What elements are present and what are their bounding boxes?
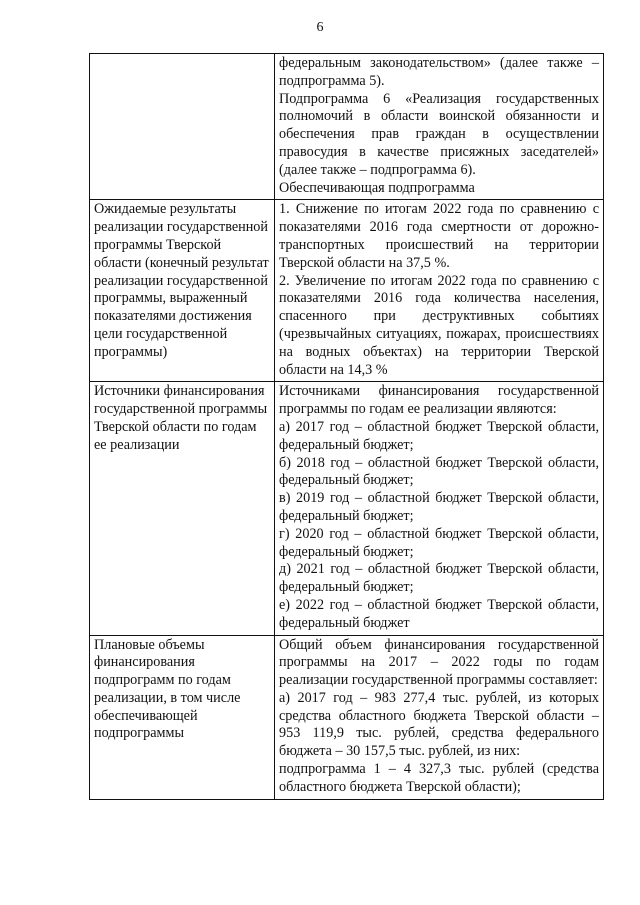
support-subprogram-text: Обеспечивающая подпрограмма xyxy=(279,179,475,196)
expected-results-label: Ожидаемые результаты реализации государственной программы Тверской области (конечный результат реализации государственной программы, выраженный показателями достижения цели государственной программы) xyxy=(94,201,269,360)
table-row-content xyxy=(275,382,604,635)
subprogram-6-text: Подпрограмма 6 «Реализация государственных полномочий в области воинской обязанности и обеспечения прав граждан в осуществлении правосудия в качестве присяжных заседателей» (далее также – подпрограмма 6). xyxy=(279,90,599,178)
funding-source-2019: в) 2019 год – областной бюджет Тверской области, федеральный бюджет; xyxy=(279,490,599,524)
funding-sources-label: Источники финансирования государственной программы Тверской области по годам ее реализации xyxy=(94,383,268,453)
total-funding-intro: Общий объем финансирования государственной программы на 2017 – 2022 годы по годам реализации государственной программы составляет: xyxy=(279,636,599,689)
passport-table xyxy=(89,53,604,800)
table-row-planned-funding xyxy=(90,635,604,799)
table-row-content xyxy=(275,635,604,799)
table-row-funding-sources xyxy=(90,382,604,635)
page-number: 6 xyxy=(316,20,324,35)
funding-source-2018: б) 2018 год – областной бюджет Тверской области, федеральный бюджет; xyxy=(279,454,599,489)
funding-sources-intro: Источниками финансирования государственной программы по годам ее реализации являются: xyxy=(279,383,599,418)
funding-source-2021: д) 2021 год – областной бюджет Тверской области, федеральный бюджет; xyxy=(279,561,599,596)
funding-source-2017: а) 2017 год – областной бюджет Тверской области, федеральный бюджет; xyxy=(279,418,599,453)
table-row-content xyxy=(275,54,604,200)
table-row-label xyxy=(90,382,275,635)
result-2-text: 2. Увеличение по итогам 2022 года по сравнению с показателями 2016 года количества населения, спасенного при деструктивных событиях (чрезвычайных ситуациях, пожарах, происшествиях на водных объектах) на территории Тверской области на 14,3 % xyxy=(279,272,599,378)
funding-source-2022: е) 2022 год – областной бюджет Тверской области, федеральный бюджет xyxy=(279,596,599,631)
table-row-content xyxy=(275,200,604,382)
subprogram-1-funding-text: подпрограмма 1 – 4 327,3 тыс. рублей (средства областного бюджета Тверской области); xyxy=(279,761,599,795)
result-1-text: 1. Снижение по итогам 2022 года по сравнению с показателями 2016 года смертности от дорожно-транспортных происшествий на территории Тверской области на 37,5 %. xyxy=(279,201,599,271)
subprogram-5-text: федеральным законодательством» (далее также – подпрограмма 5). xyxy=(279,55,599,89)
table-row-label xyxy=(90,200,275,382)
table-row-label xyxy=(90,635,275,799)
planned-funding-label: Плановые объемы финансирования подпрограмм по годам реализации, в том числе обеспечивающей подпрограммы xyxy=(94,636,241,742)
funding-2017-text: а) 2017 год – 983 277,4 тыс. рублей, из которых средства областного бюджета Тверской области – 953 119,9 тыс. рублей, средства федерального бюджета – 30 157,5 тыс. рублей, из них: xyxy=(279,689,599,760)
table-row-subprogram-list xyxy=(90,54,604,200)
table-row-expected-results xyxy=(90,200,604,382)
table-row-label xyxy=(90,54,275,200)
funding-source-2020: г) 2020 год – областной бюджет Тверской области, федеральный бюджет; xyxy=(279,525,599,560)
